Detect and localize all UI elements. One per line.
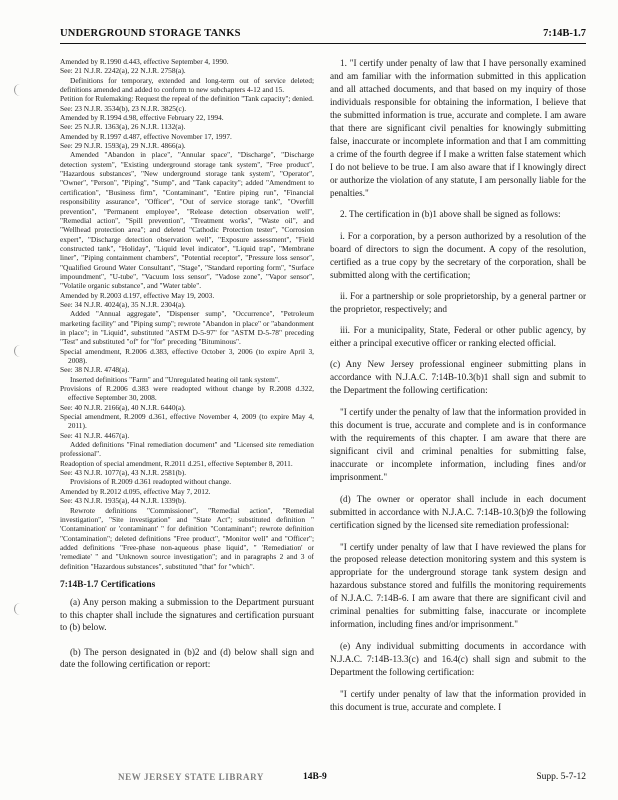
- certification-1: 1. "I certify under penalty of law that I have personally examined and am familiar with the information submitted in this application and all attached documents, and that based on my inquiry of those individuals responsible for obtaining the information, I believe that the submitted information is true, accurate and complete. I am aware that there are significant civil penalties for knowingly submitting false, inaccurate or incomplete information and that I am committing a crime of the fourth degree if I make a written false statement which I do not believe to be true. I am also aware that if I knowingly direct or authorize the violation of any statute, I am personally liable for the penalties.": [330, 58, 586, 198]
- header-title: UNDERGROUND STORAGE TANKS: [60, 28, 241, 39]
- history-note: Inserted definitions "Farm" and "Unregulated heating oil tank system".: [70, 374, 280, 384]
- history-note: Amended by R.1994 d.98, effective February 22, 1994.: [60, 113, 224, 123]
- paragraph-a: (a) Any person making a submission to the Department pursuant to this chapter shall include the signatures and certification pursuant to (b) below.: [60, 596, 314, 633]
- paragraph-e-quote: "I certify under penalty of law that the information provided in this document is true, accurate and complete. I: [330, 689, 586, 712]
- certification-2: 2. The certification in (b)1 above shall be signed as follows:: [340, 209, 561, 220]
- history-note: See: 43 N.J.R. 1077(a), 43 N.J.R. 2581(b).: [60, 468, 187, 478]
- paragraph-c-quote: "I certify under the penalty of law that the information provided in this document is true, accurate and complete and is in conformance with the requirements of this chapter. I am aware that there are significant civil and criminal penalties for submitting false, inaccurate or incomplete information, including fines and/or imprisonment.": [330, 406, 586, 482]
- paragraph-d: (d) The owner or operator shall include in each document submitted in accordance with N.J.A.C. 7:14B-10.3(b)9 the following certification signed by the licensed site remediation professional:: [330, 493, 586, 530]
- supplement-date: Supp. 5-7-12: [536, 772, 586, 782]
- page-footer: [60, 772, 586, 786]
- history-note: See: 29 N.J.R. 1593(a), 29 N.J.R. 4866(a).: [60, 141, 186, 151]
- running-header: [60, 27, 586, 44]
- certification-2-iii: iii. For a municipality, State, Federal or other public agency, by either a principal executive officer or ranking elected official.: [330, 325, 586, 349]
- history-note: Definitions for temporary, extended and long-term out of service deleted; definitions amended and added to conform to new subchapters 4-12 and 15.: [60, 75, 314, 95]
- history-note: See: 25 N.J.R. 1363(a), 26 N.J.R. 1132(a).: [60, 122, 186, 132]
- history-note: Rewrote definitions "Commissioner", "Remedial action", "Remedial investigation", "Site investigation" and "State Act"; substituted definition " 'Contamination' or 'contaminant' " for definition "Contaminant"; rewrote definition "Contamination"; deleted definitions "Free product", "Monitor well" and "Officer"; added definitions "Free-phase non-aqueous phase liquid", " 'Remediation' or 'remediate' " and "Unknown source investigation"; and in paragraphs 2 and 3 of definition "Hazardous substances", substituted "that" for "which".: [60, 505, 314, 571]
- margin-punch-mark: [14, 603, 24, 615]
- paragraph-b: (b) The person designated in (b)2 and (d) below shall sign and date the following certification or report:: [60, 646, 314, 670]
- history-note: See: 38 N.J.R. 4748(a).: [60, 365, 130, 375]
- paragraph-d-quote: "I certify under penalty of law that I have reviewed the plans for the proposed release detection monitoring system and this system is appropriate for the underground storage tank system design and hazardous substance stored and fulfills the monitoring requirements of N.J.A.C. 7:14B-6. I am aware that there are significant civil and criminal penalties for submitting false, inaccurate or incomplete information, including fines and/or imprisonment.": [330, 541, 586, 630]
- history-note: Added "Annual aggregate", "Dispenser sump", "Occurrence", "Petroleum marketing facility" and "Piping sump"; rewrote "Abandon in place" or "abandonment in place"; in "Liquid", substituted "ASTM D-5-97" for "ASTM D-5-78" preceding "Test" and substituted "of" for "for" preceding "Bituminous".: [60, 309, 314, 347]
- history-note: See: 43 N.J.R. 1935(a), 44 N.J.R. 1339(b).: [60, 496, 187, 506]
- history-note: Provisions of R.2009 d.361 readopted without change.: [70, 477, 232, 487]
- history-note: Amended by R.2012 d.095, effective May 7, 2012.: [60, 486, 211, 496]
- header-section-number: 7:14B-1.7: [543, 28, 586, 39]
- history-note: Amended "Abandon in place", "Annular space", "Discharge", "Discharge detection system", "Existing underground storage tank system", "Free product", "Hazardous substances", "New underground storage tank system", "Operator", "Owner", "Person", "Piping", "Sump", and "Tank capacity"; added "Amendment to certification", "Business firm", "Contaminant", "Entire piping run", "Financial responsibility assurance", "Officer", "Out of service storage tank", "Overfill prevention", "Permanent employee", "Release detection observation well", "Remedial action", "Spill prevention", "Treatment works", "Waste oil", and "Wellhead protection area"; and deleted "Cathodic Protection tester", "Corrosion expert", "Discharge detection observation well", "Exposure assessment", "Field constructed tank", "Holiday", "Liquid level indicator", "Liquid trap", "Membrane liner", "Piping containment chambers", "Potential receptor", "Pressure loss sensor", "Qualified Ground Water Consultant", "Stage", "Standard reporting form", "Surface impoundment", "U-tube", "Vacuum loss sensor", "Vadose zone", "Vapor sensor", "Volatile organic substance", and "Water table".: [60, 150, 314, 291]
- left-column: [60, 57, 314, 765]
- history-note: See: 23 N.J.R. 3534(b), 23 N.J.R. 3825(c).: [60, 103, 187, 113]
- history-note: Provisions of R.2006 d.383 were readopted without change by R.2008 d.322, effective September 30, 2008.: [60, 384, 314, 403]
- certification-2-i: i. For a corporation, by a person authorized by a resolution of the board of directors to sign the document. A copy of the resolution, certified as a true copy by the secretary of the corporation, shall be submitted along with the certification;: [330, 231, 586, 281]
- section-heading: 7:14B-1.7 Certifications: [60, 579, 156, 590]
- page-number: 14B-9: [303, 772, 327, 782]
- history-note: Amended by R.1990 d.443, effective September 4, 1990.: [60, 57, 229, 66]
- history-note: Special amendment, R.2009 d.361, effective November 4, 2009 (to expire May 4, 2011).: [60, 412, 314, 431]
- history-note: See: 34 N.J.R. 4024(a), 35 N.J.R. 2304(a).: [60, 299, 186, 309]
- certification-2-ii: ii. For a partnership or sole proprietorship, by a general partner or the proprietor, respectively; and: [330, 291, 586, 315]
- history-note: See: 41 N.J.R. 4467(a).: [60, 430, 130, 440]
- margin-punch-mark: [14, 345, 24, 357]
- margin-punch-mark: [14, 84, 24, 96]
- paragraph-c: (c) Any New Jersey professional engineer submitting plans in accordance with N.J.A.C. 7:14B-10.3(b)1 shall sign and submit to the Department the following certification:: [330, 359, 586, 395]
- history-note: Readoption of special amendment, R.2011 d.251, effective September 8, 2011.: [60, 458, 293, 468]
- paragraph-e: (e) Any individual submitting documents in accordance with N.J.A.C. 7:14B-13.3(c) and 16.4(c) shall sign and submit to the Department the following certification:: [330, 641, 586, 678]
- right-column: [330, 57, 586, 765]
- history-note: Special amendment, R.2006 d.383, effective October 3, 2006 (to expire April 3, 2008).: [60, 346, 314, 365]
- history-note: See: 21 N.J.R. 2242(a), 22 N.J.R. 2758(a).: [60, 66, 186, 76]
- history-note: Amended by R.1997 d.487, effective November 17, 1997.: [60, 131, 232, 141]
- library-stamp: NEW JERSEY STATE LIBRARY: [118, 772, 265, 782]
- history-note: Petition for Rulemaking: Request the repeal of the definition "Tank capacity"; denied.: [60, 94, 314, 104]
- history-note: Amended by R.2003 d.197, effective May 19, 2003.: [60, 290, 215, 300]
- history-note: See: 40 N.J.R. 2166(a), 40 N.J.R. 6440(a).: [60, 402, 186, 412]
- history-note: Added definitions "Final remediation document" and "Licensed site remediation professional".: [60, 440, 314, 459]
